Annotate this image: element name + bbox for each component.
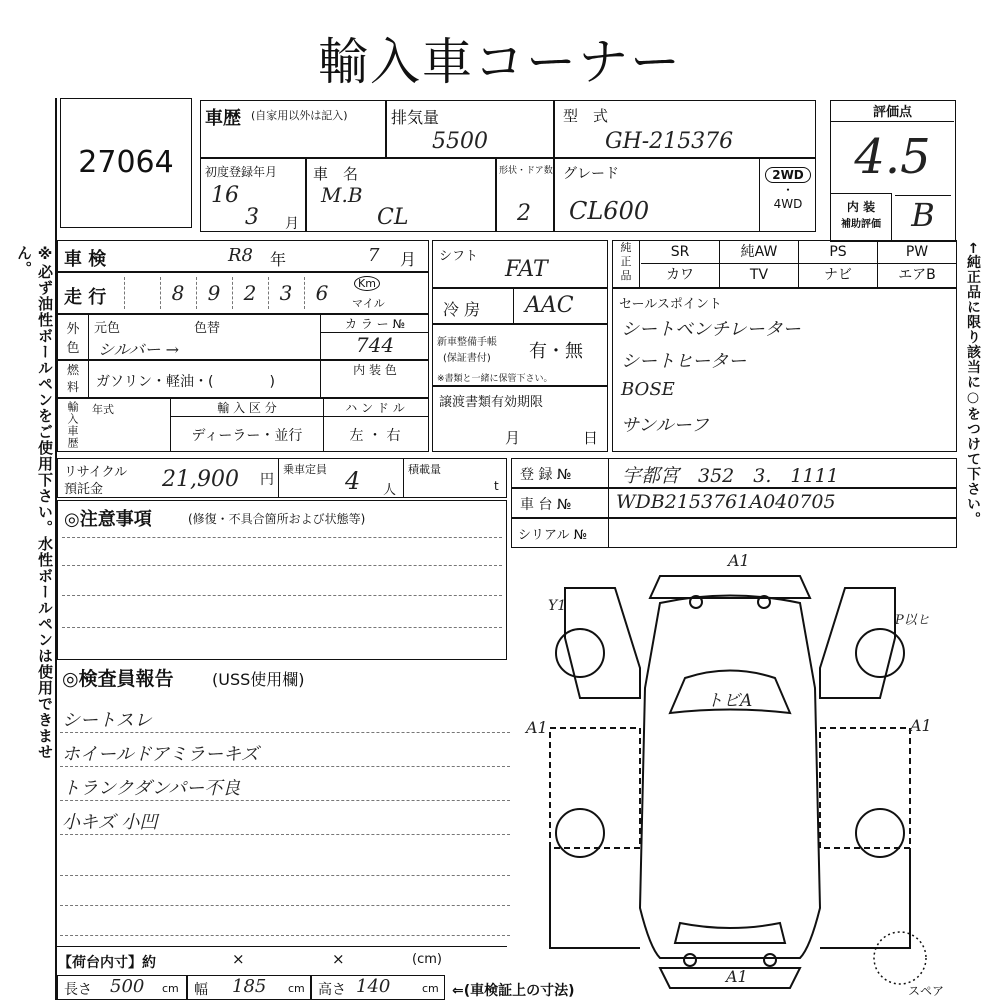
inspector-report-line: トランクダンパー不良	[62, 778, 241, 799]
cargo-length-value: 500	[110, 976, 145, 997]
manual-value: 有・無	[529, 341, 583, 362]
capacity-unit: 人	[383, 483, 397, 498]
ac-divider	[513, 289, 514, 323]
taillight-right	[764, 954, 776, 966]
diagram-a1-bottom: A1	[726, 967, 748, 986]
genuine-label	[613, 241, 640, 287]
cargo-height-value: 140	[356, 976, 391, 997]
model-label: 型 式	[563, 107, 609, 125]
exterior-row	[57, 314, 429, 360]
cargo-height-cell	[311, 975, 445, 1000]
mileage-unit-km: Km	[354, 276, 380, 291]
recycle-row	[57, 458, 507, 498]
genuine-parts-box	[612, 240, 957, 288]
mileage-digit	[124, 277, 159, 309]
shift-value: FAT	[505, 257, 548, 282]
score-value: 4.5	[854, 129, 931, 185]
reg-label-box	[512, 459, 609, 487]
history-note: (自家用以外は記入)	[251, 109, 348, 122]
import-class-value: ディーラー・並行	[191, 428, 303, 444]
inspection-month-value: 7	[368, 245, 380, 266]
inspector-report-line: ホイールドアミラーキズ	[62, 744, 259, 765]
lot-number-box	[60, 98, 192, 228]
cargo-width-value: 185	[232, 976, 267, 997]
shift-cell	[432, 240, 608, 288]
report-line	[60, 875, 510, 876]
genuine-item: エアB	[878, 264, 957, 287]
transfer-label: 譲渡書類有効期限	[439, 395, 544, 410]
genuine-label-2: 正	[620, 255, 632, 268]
manual-cell	[432, 324, 608, 386]
first-reg-month: 3	[245, 205, 259, 230]
cargo-x1: ×	[232, 950, 245, 968]
right-rear-shape	[820, 848, 910, 948]
mileage-unit-mile: マイル	[352, 297, 385, 310]
transfer-cell	[432, 386, 608, 452]
grade-label: グレード	[563, 166, 619, 182]
cargo-width-cm: cm	[288, 982, 305, 995]
transfer-day: 日	[583, 429, 599, 447]
interior-value: B	[895, 195, 951, 242]
cargo-width-label: 幅	[194, 982, 208, 998]
drive-4wd: 4WD	[773, 197, 803, 211]
mileage-label: 走 行	[64, 287, 107, 308]
diagram-spare: スペア	[908, 984, 945, 998]
genuine-label-1: 純	[620, 241, 632, 254]
cargo-note: ⇐(車検証上の寸法)	[452, 983, 575, 999]
doors-cell	[496, 158, 554, 232]
chassis-label: 車 台 №	[520, 497, 572, 513]
cargo-length-cell	[57, 975, 187, 1000]
recycle-unit: 円	[260, 472, 274, 488]
left-rear-shape	[550, 848, 640, 948]
mileage-digit: 2	[232, 277, 267, 309]
import-class-label: 輸 入 区 分	[171, 399, 323, 417]
history-cell	[200, 100, 386, 158]
wheel-rear-right	[856, 809, 904, 857]
inspector-report-line: シートスレ	[62, 710, 152, 731]
inspection-year-unit: 年	[270, 250, 287, 269]
grade-cell	[554, 158, 816, 232]
diagram-roof-label: トビA	[706, 691, 753, 711]
grade-value: CL600	[569, 197, 650, 225]
ac-value: AAC	[525, 293, 574, 318]
inspector-sub: (USS使用欄)	[212, 670, 305, 689]
inspector-label: ◎検査員報告	[62, 668, 174, 690]
wheel-front-right	[856, 629, 904, 677]
genuine-side-note: ←純正品に限り該当に○をつけて下さい。	[965, 242, 981, 527]
score-box	[830, 100, 956, 242]
notes-line	[62, 627, 502, 628]
inspection-label: 車 検	[64, 249, 107, 270]
chassis-value: WDB2153761A040705	[616, 491, 836, 513]
interior-label-1: 内 装	[846, 200, 876, 214]
report-line	[60, 834, 510, 835]
serial-row	[511, 518, 957, 548]
color-no-box	[320, 315, 429, 359]
displacement-cell	[386, 100, 554, 158]
drive-box	[759, 159, 816, 231]
car-body-shape	[640, 596, 820, 959]
diagram-y1: Y1	[548, 598, 567, 614]
notes-line	[62, 565, 502, 566]
mileage-digit: 9	[196, 277, 231, 309]
recycle-label-1: リサイクル	[64, 465, 128, 480]
import-label: 輸入車歴	[66, 401, 79, 449]
cargo-width-cell	[187, 975, 311, 1000]
score-label: 評価点	[831, 101, 954, 122]
doors-label: 形状・ドア数	[499, 166, 553, 176]
drive-2wd: 2WD	[765, 167, 811, 183]
exterior-label-2: 色	[66, 341, 80, 356]
cargo-height-label: 高さ	[318, 982, 346, 998]
sales-points-box	[612, 288, 957, 452]
load-unit: t	[494, 479, 499, 493]
first-reg-cell	[200, 158, 306, 232]
inspection-month-unit: 月	[400, 250, 417, 269]
genuine-item: TV	[720, 264, 799, 287]
notes-box	[57, 500, 507, 660]
mileage-row	[57, 272, 429, 314]
notes-line	[62, 537, 502, 538]
fuel-row	[57, 360, 429, 398]
color-change-label: 色替	[194, 321, 221, 336]
color-no-label: カ ラ ー №	[321, 315, 429, 333]
cargo-x2: ×	[332, 950, 345, 968]
displacement-value: 5500	[432, 129, 488, 154]
report-line	[60, 800, 510, 801]
fuel-label-box	[58, 361, 89, 397]
import-row	[57, 398, 429, 452]
fuel-label-2: 料	[66, 380, 79, 394]
taillight-left	[684, 954, 696, 966]
cargo-top-line	[55, 946, 507, 947]
diagram-a1-top: A1	[728, 551, 750, 570]
drive-dot: ・	[781, 183, 794, 197]
diagram-a1-right: A1	[910, 716, 932, 735]
import-class-box	[170, 399, 324, 451]
manual-note: ※書類と一緒に保管下さい。	[437, 374, 553, 384]
genuine-item: PW	[878, 241, 957, 264]
capacity-label: 乗車定員	[283, 463, 327, 476]
reg-label: 登 録 №	[520, 467, 572, 483]
wheel-front-left	[556, 629, 604, 677]
fuel-options: ガソリン・軽油・( )	[96, 374, 275, 390]
cargo-label: 【荷台内寸】約	[58, 955, 156, 971]
left-side-shape	[550, 728, 640, 848]
diagram-a1-left: A1	[526, 718, 548, 737]
ac-cell	[432, 288, 608, 324]
mileage-digit: 6	[304, 277, 339, 309]
doors-value: 2	[517, 201, 531, 226]
handle-label: ハ ン ド ル	[322, 399, 428, 417]
chassis-row	[511, 488, 957, 518]
fuel-label-1: 燃	[66, 363, 79, 377]
color-no-value: 744	[355, 333, 395, 357]
sales-point-line: BOSE	[621, 379, 675, 400]
chassis-label-box	[512, 489, 609, 517]
spare-tire-circle	[874, 932, 926, 984]
report-line	[60, 905, 510, 906]
mileage-digit: 8	[160, 277, 195, 309]
first-reg-label: 初度登録年月	[205, 165, 278, 179]
capacity-value: 4	[345, 467, 361, 495]
lot-number: 27064	[78, 145, 174, 180]
transfer-month: 月	[505, 429, 521, 447]
make-cell	[306, 158, 496, 232]
car-diagram	[510, 548, 950, 1000]
inspection-row	[57, 240, 429, 272]
exterior-color-value: シルバー →	[98, 340, 179, 359]
car-name-value: CL	[377, 205, 409, 230]
model-value: GH-215376	[605, 129, 734, 154]
sales-point-line: サンルーフ	[621, 415, 709, 436]
report-line	[60, 766, 510, 767]
first-reg-year: 16	[211, 183, 239, 208]
wheel-rear-left	[556, 809, 604, 857]
make-value: M.B	[321, 183, 363, 207]
manual-label-2: (保証書付)	[443, 353, 491, 364]
report-line	[60, 732, 510, 733]
make-label: 車 名	[313, 165, 359, 183]
rear-window-shape	[675, 923, 785, 943]
cargo-height-cm: cm	[422, 982, 439, 995]
serial-label-box	[512, 519, 609, 547]
genuine-item: カワ	[641, 264, 720, 287]
handle-value: 左 ・ 右	[349, 428, 401, 444]
page-title: 輸入車コーナー	[318, 33, 682, 91]
genuine-item: PS	[799, 241, 878, 264]
inspection-year-value: R8	[228, 245, 254, 266]
genuine-item: 純AW	[720, 241, 799, 264]
manual-label-1: 新車整備手帳	[437, 337, 497, 348]
notes-line	[62, 595, 502, 596]
interior-color-label: 内 装 色	[353, 363, 397, 377]
interior-label-box	[831, 193, 892, 242]
sales-point-line: シートベンチレーター	[621, 319, 801, 340]
mileage-digit: 3	[268, 277, 303, 309]
ac-label: 冷 房	[443, 300, 481, 319]
shift-label: シフト	[439, 249, 479, 264]
interior-color-box	[320, 361, 429, 397]
report-line	[60, 935, 510, 936]
left-side-note: ※必ず油性ボールペンをご使用下さい。水性ボールペンは使用できません。	[15, 245, 54, 760]
inspector-report-line: 小キズ 小凹	[62, 812, 158, 833]
cargo-length-label: 長さ	[64, 982, 92, 998]
handle-box	[322, 399, 428, 451]
sales-points-label: セールスポイント	[619, 297, 722, 312]
load-label: 積載量	[408, 463, 441, 476]
sales-point-line: シートヒーター	[621, 351, 747, 372]
diagram-p-label: P以ヒ	[895, 613, 930, 628]
capacity-box	[278, 459, 404, 497]
history-label: 車歴	[205, 108, 241, 129]
reg-value: 宇都宮 352 3. 1111	[622, 465, 839, 487]
interior-label-2: 補助評価	[841, 219, 881, 230]
reg-row	[511, 458, 957, 488]
genuine-item: ナビ	[799, 264, 878, 287]
import-year-label: 年式	[92, 403, 114, 416]
recycle-value: 21,900	[162, 467, 239, 492]
orig-color-label: 元色	[94, 321, 121, 336]
genuine-item: SR	[641, 241, 720, 264]
cargo-unit: (cm)	[412, 952, 442, 967]
notes-sub: (修復・不具合箇所および状態等)	[188, 512, 366, 526]
model-cell	[554, 100, 816, 158]
exterior-label-1: 外	[66, 322, 80, 337]
right-side-shape	[820, 728, 910, 848]
notes-label: ◎注意事項	[64, 509, 152, 530]
exterior-label-box	[58, 315, 89, 359]
genuine-label-3: 品	[620, 269, 632, 282]
recycle-label-2: 預託金	[64, 482, 104, 497]
first-reg-month-unit: 月	[285, 216, 299, 232]
displacement-label: 排気量	[391, 108, 440, 127]
cargo-length-cm: cm	[162, 982, 179, 995]
serial-label: シリアル №	[518, 528, 588, 543]
